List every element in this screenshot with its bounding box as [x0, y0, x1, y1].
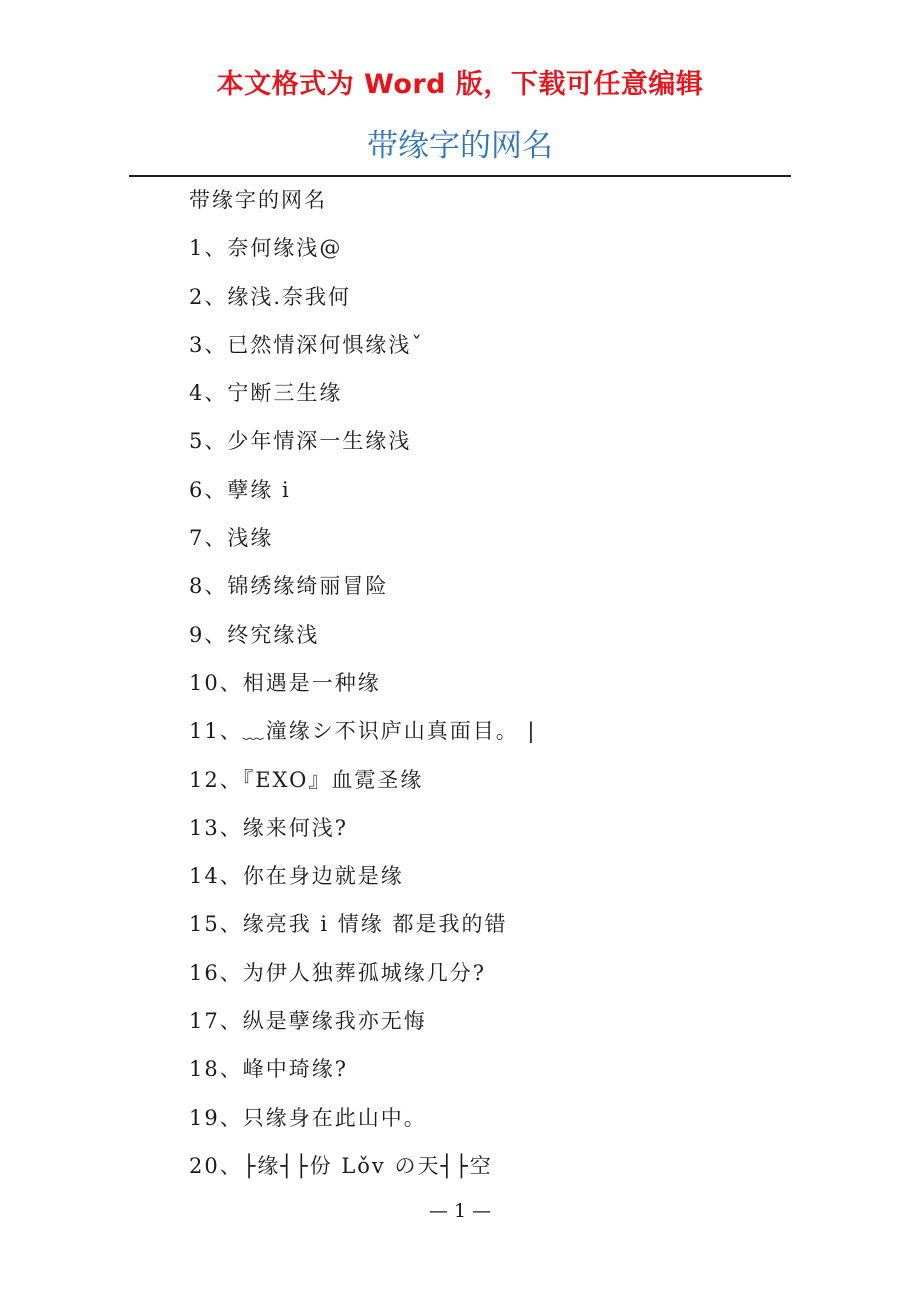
list-item: 6、孽缘 i: [189, 477, 291, 502]
list-item: 20、├缘┤├份 Lǒv の天┤├空: [189, 1153, 493, 1178]
list-item: 15、缘亮我 i 情缘 都是我的错: [189, 912, 508, 937]
header-divider: [129, 175, 791, 177]
list-item: 9、终究缘浅: [189, 622, 320, 647]
list-item: 8、锦绣缘绮丽冒险: [189, 574, 389, 599]
list-item: 4、宁断三生缘: [189, 381, 343, 406]
list-item: 5、少年情深一生缘浅: [189, 429, 412, 454]
list-item: 10、相遇是一种缘: [189, 670, 381, 695]
list-item: 13、缘来何浅?: [189, 815, 348, 840]
document-title: 带缘字的网名: [367, 128, 553, 164]
list-item: 12、『EXO』血霓圣缘: [189, 767, 424, 792]
list-item: 14、你在身边就是缘: [189, 864, 404, 889]
list-item: 16、为伊人独葬孤城缘几分?: [189, 960, 486, 985]
list-item: 17、纵是孽缘我亦无悔: [189, 1009, 427, 1034]
word-format-banner: 本文格式为 Word 版，下载可任意编辑: [216, 69, 704, 100]
list-item: 19、只缘身在此山中。: [189, 1105, 427, 1130]
list-item: 18、峰中琦缘?: [189, 1057, 348, 1082]
document-body: [189, 178, 809, 1192]
list-item: 7、浅缘: [189, 526, 274, 551]
list-item: 2、缘浅.奈我何: [189, 284, 352, 309]
list-item: 1、奈何缘浅@: [189, 236, 343, 261]
body-heading: 带缘字的网名: [189, 188, 327, 212]
list-item: 3、已然情深何惧缘浅ˇ: [189, 332, 424, 357]
list-item: 11、﹏潼缘シ不识庐山真面目。 |: [189, 719, 537, 744]
page-number: — 1 —: [428, 1200, 492, 1222]
